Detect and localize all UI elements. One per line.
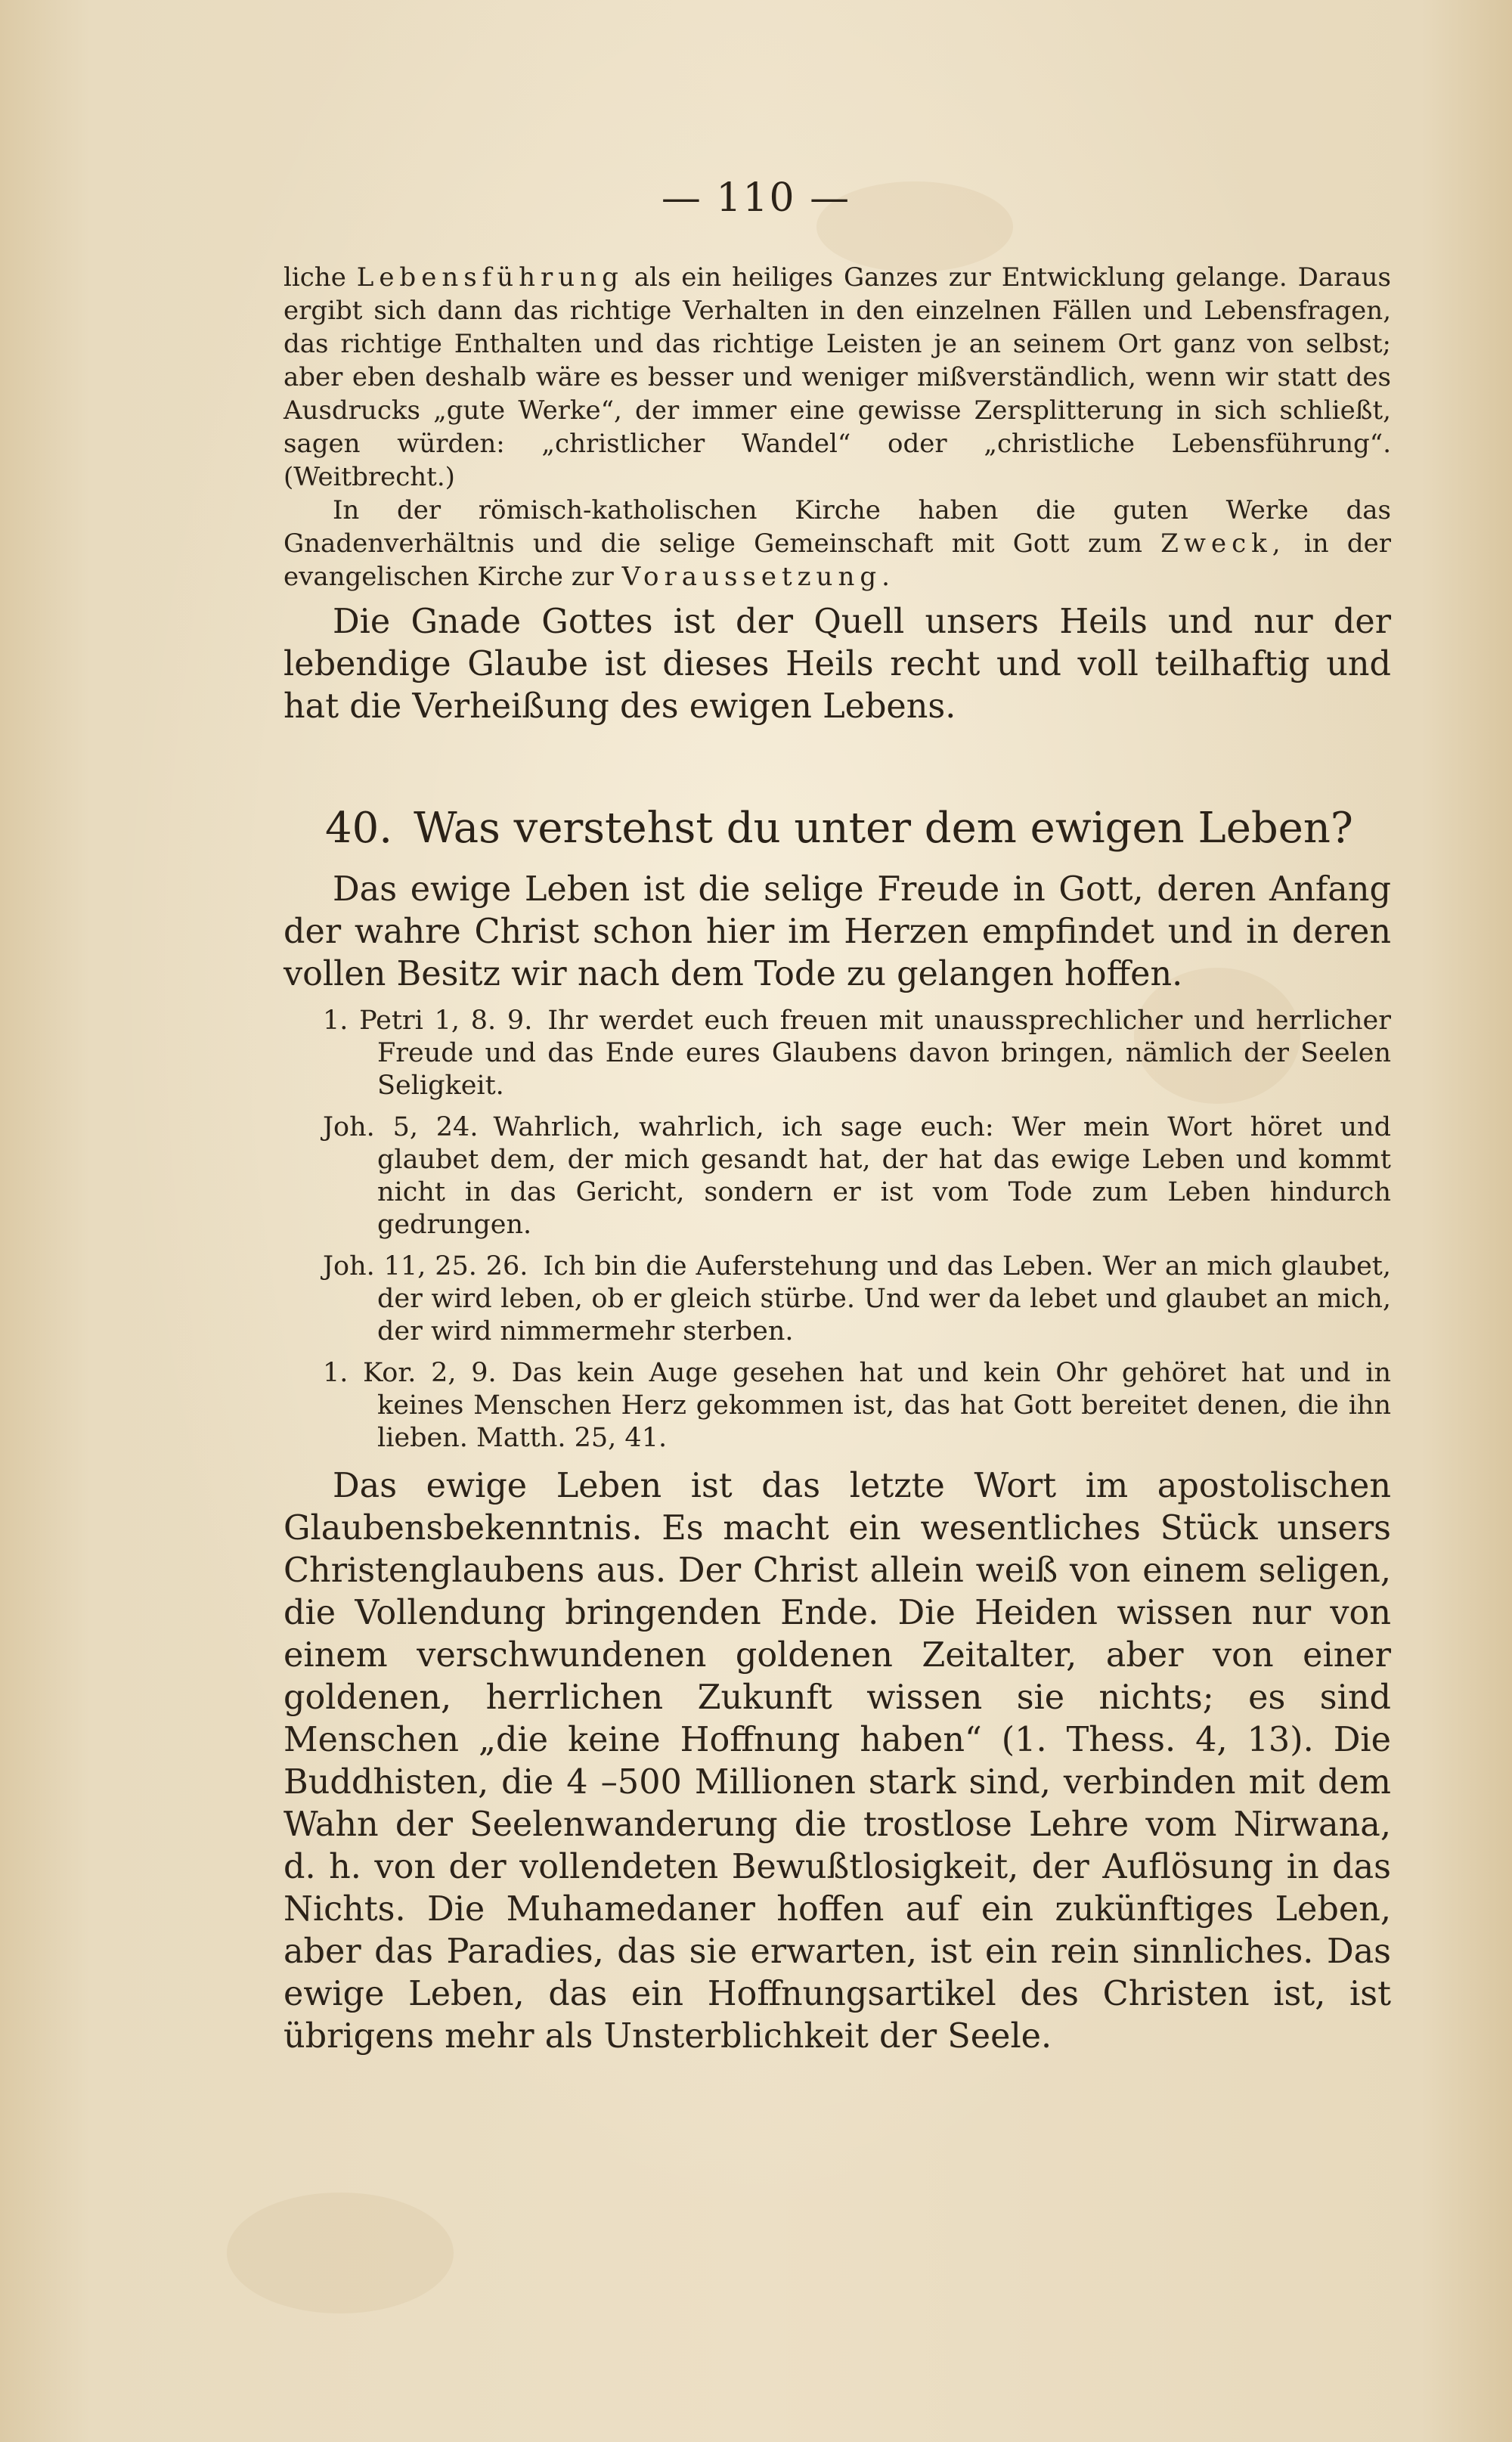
- bible-verses: [284, 1005, 1391, 1455]
- intro-emphasis-voraussetzung: Voraussetzung.: [621, 562, 895, 592]
- intro-paragraph-2-text: In der römisch-katholischen Kirche haben die guten Werke das Gnadenverhältnis und die selige Gemeinschaft mit Gott zum: [284, 495, 1391, 559]
- verse-reference: 1. Kor. 2, 9.: [323, 1358, 497, 1388]
- intro-emphasis: Lebensführung: [356, 262, 624, 293]
- verse-item: [284, 1357, 1391, 1455]
- verse-reference: 1. Petri 1, 8. 9.: [323, 1006, 533, 1036]
- verse-text: Ihr werdet euch freuen mit unaussprechlicher und herrlicher Freude und das Ende eures Glaubens davon bringen, nämlich der Seelen Seligkeit.: [377, 1006, 1391, 1101]
- verse-item: [284, 1111, 1391, 1241]
- section-heading: [284, 802, 1391, 855]
- intro-paragraph-1-text: als ein heiliges Ganzes zur Entwicklung gelange. Daraus ergibt sich dann das richtige Verhalten in den einzelnen Fällen und Lebensfragen, das richtige Enthalten und das richtige Leisten je an seinem Ort ganz von selbst; aber eben deshalb wäre es besser und weniger mißverständlich, wenn wir statt des Ausdrucks „gute Werke“, der immer eine gewisse Zersplitterung in sich schließt, sagen würden: „christlicher Wandel“ oder „christliche Lebensführung“. (Weitbrecht.): [284, 262, 1391, 492]
- verse-reference: Joh. 11, 25. 26.: [323, 1251, 528, 1281]
- page-content: [284, 261, 1391, 2058]
- verse-reference: Joh. 5, 24.: [323, 1112, 479, 1142]
- intro-emphasis-zweck: Zweck,: [1160, 528, 1286, 559]
- section-answer: Das ewige Leben ist die selige Freude in Gott, deren Anfang der wahre Christ schon hier im Herzen empfindet und in deren vollen Besitz wir nach dem Tode zu gelangen hoffen.: [284, 870, 1391, 993]
- verse-item: [284, 1250, 1391, 1348]
- section-number: 40.: [325, 804, 393, 853]
- intro-line-start: liche: [284, 262, 346, 293]
- verse-text: Das kein Auge gesehen hat und kein Ohr gehöret hat und in keines Menschen Herz gekommen ist, das hat Gott bereitet denen, die ihn lieben. Matth. 25, 41.: [377, 1358, 1391, 1453]
- verse-text: Ich bin die Auferstehung und das Leben. Wer an mich glaubet, der wird leben, ob er gleich stürbe. Und wer da lebet und glaubet an mich, der wird nimmermehr sterben.: [377, 1251, 1391, 1347]
- intro-paragraph-2: [284, 494, 1391, 593]
- intro-paragraph-2-middle: in der evangelischen Kirche zur: [284, 528, 1392, 592]
- paper-stain: [227, 2193, 454, 2313]
- section-explanation: Das ewige Leben ist das letzte Wort im apostolischen Glaubensbekenntnis. Es macht ein wesentliches Stück unsers Christenglaubens aus. Der Christ allein weiß von einem seligen, die Vollendung bringenden Ende. Die Heiden wissen nur von einem verschwundenen goldenen Zeitalter, aber von einer goldenen, herrlichen Zukunft wissen sie nichts; es sind Menschen „die keine Hoffnung haben“ (1. Thess. 4, 13). Die Buddhisten, die 4 –500 Millionen stark sind, verbinden mit dem Wahn der Seelenwanderung die trostlose Lehre vom Nirwana, d. h. von der vollendeten Bewußtlosigkeit, der Auflösung in das Nichts. Die Muhamedaner hoffen auf ein zukünftiges Leben, aber das Paradies, das sie erwarten, ist ein rein sinnliches. Das ewige Leben, das ein Hoffnungsartikel des Christen ist, ist übrigens mehr als Unsterblichkeit der Seele.: [284, 1467, 1391, 2056]
- intro-paragraph-1: [284, 261, 1391, 494]
- intro-paragraph-3: Die Gnade Gottes ist der Quell unsers Heils und nur der lebendige Glaube ist dieses Heils recht und voll teilhaftig und hat die Verheißung des ewigen Lebens.: [284, 603, 1391, 726]
- page-number: — 110 —: [661, 175, 851, 221]
- verse-item: [284, 1005, 1391, 1102]
- section-title: Was verstehst du unter dem ewigen Leben?: [414, 804, 1353, 853]
- verse-text: Wahrlich, wahrlich, ich sage euch: Wer mein Wort höret und glaubet dem, der mich gesandt hat, der hat das ewige Leben und kommt nicht in das Gericht, sondern er ist vom Tode zum Leben hindurch gedrungen.: [377, 1112, 1391, 1240]
